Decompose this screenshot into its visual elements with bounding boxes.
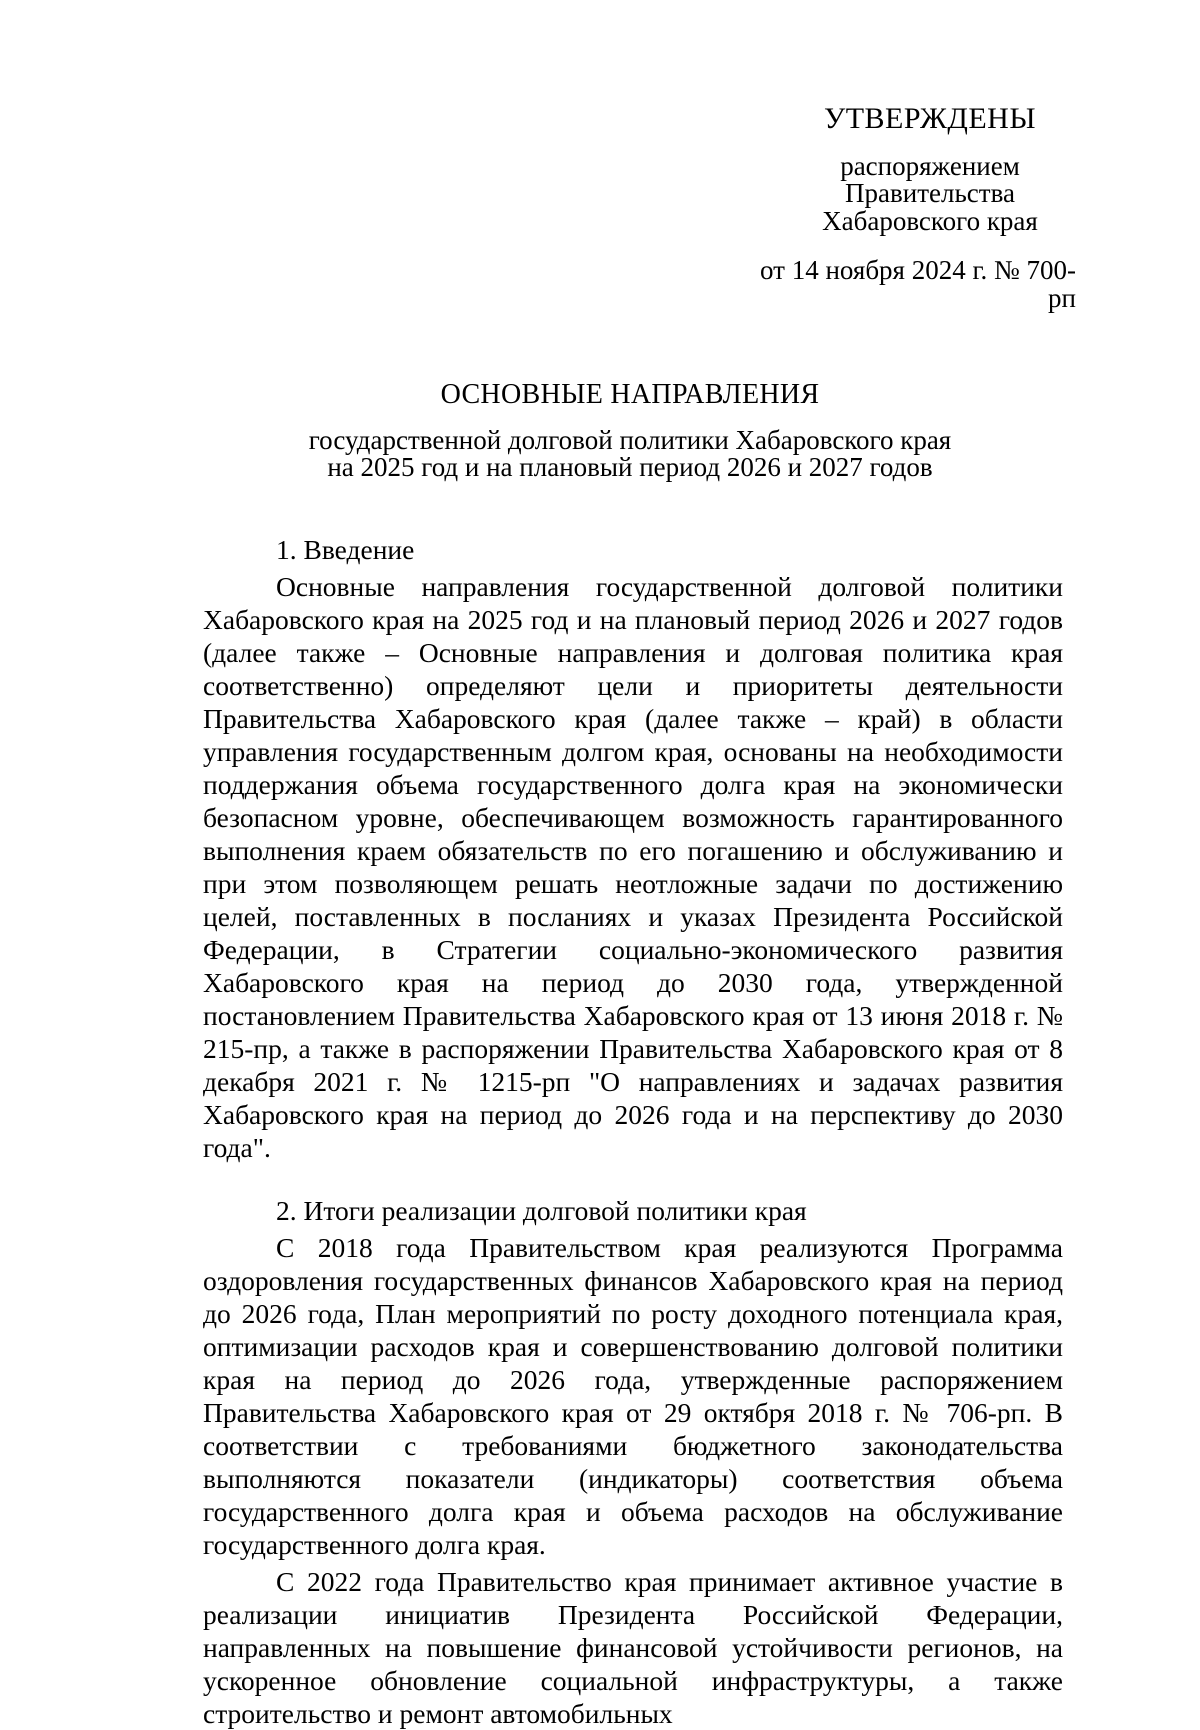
section-heading: 1. Введение (276, 534, 415, 565)
section-heading: 2. Итоги реализации долговой политики края (276, 1195, 807, 1226)
approval-line: Хабаровского края (822, 205, 1038, 236)
document-title (190, 380, 1070, 481)
section-spacer (203, 1164, 1063, 1194)
approval-line: Правительства (845, 178, 1015, 209)
paragraph: С 2022 года Правительство края принимает активное участие в реализации инициатив Президента Российской Федерации, направленных на повышение финансовой устойчивости регионов, на ускоренное обновление социальной инфраструктуры, а также строительство и ремонт автомобильных (203, 1566, 1063, 1729)
title-subtitle-line: на 2025 год и на плановый период 2026 и 2027 годов (327, 452, 933, 483)
approval-stamp (740, 104, 1120, 312)
approval-date: от 14 ноября 2024 г. № 700-рп (760, 255, 1076, 313)
title-subtitle-line: государственной долговой политики Хабаровского края (308, 425, 952, 456)
title-main: ОСНОВНЫЕ НАПРАВЛЕНИЯ (440, 379, 820, 410)
document-body (203, 533, 1063, 1730)
approval-heading: УТВЕРЖДЕНЫ (823, 102, 1037, 135)
paragraph: Основные направления государственной долговой политики Хабаровского края на 2025 год и на плановый период 2026 и 2027 годов (далее также – Основные направления и долговая политика края соответственно) определяют цели и приоритеты деятельности Правительства Хабаровского края (далее также – край) в области управления государственным долгом края, основаны на необходимости поддержания объема государственного долга края на экономически безопасном уровне, обеспечивающем возможность гарантированного выполнения краем обязательств по его погашению и обслуживанию и при этом позволяющем решать неотложные задачи по достижению целей, поставленных в посланиях и указах Президента Российской Федерации, в Стратегии социально-экономического развития Хабаровского края на период до 2030 года, утвержденной постановлением Правительства Хабаровского края от 13 июня 2018 г. № 215-пр, а также в распоряжении Правительства Хабаровского края от 8 декабря 2021 г. № 1215-рп "О направлениях и задачах развития Хабаровского края на период до 2026 года и на перспективу до 2030 года". (203, 571, 1063, 1163)
paragraph: С 2018 года Правительством края реализуются Программа оздоровления государственных финансов Хабаровского края на период до 2026 года, План мероприятий по росту доходного потенциала края, оптимизации расходов края и совершенствованию долговой политики края на период до 2026 года, утвержденные распоряжением Правительства Хабаровского края от 29 октября 2018 г. № 706-рп. В соответствии с требованиями бюджетного законодательства выполняются показатели (индикаторы) соответствия объема государственного долга края и объема расходов на обслуживание государственного долга края. (203, 1232, 1063, 1560)
approval-line: распоряжением (840, 150, 1020, 181)
